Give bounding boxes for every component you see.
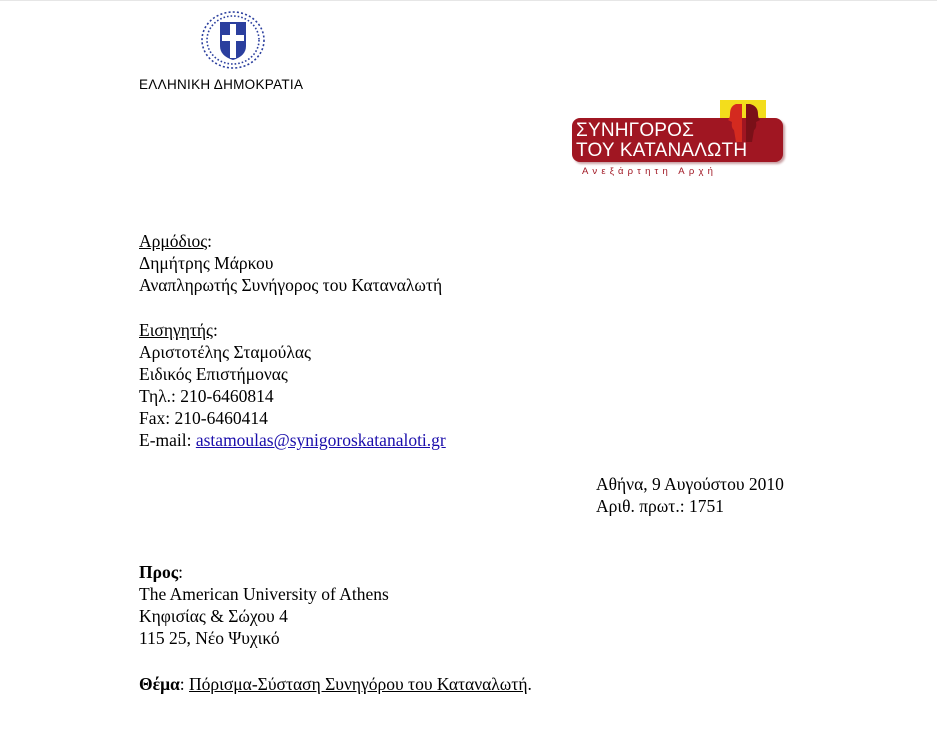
recipient-heading: Προς: xyxy=(139,562,183,582)
rapporteur-fax: Fax: 210-6460414 xyxy=(139,408,268,428)
recipient-name: The American University of Athens xyxy=(139,584,389,604)
page-top-border xyxy=(0,0,937,1)
recipient-address1: Κηφισίας & Σώχου 4 xyxy=(139,606,288,626)
document-date: Αθήνα, 9 Αυγούστου 2010 xyxy=(596,474,784,494)
recipient-label: Προς xyxy=(139,562,179,582)
rapporteur-heading: Εισηγητής: xyxy=(139,320,218,340)
recipient-address2: 115 25, Νέο Ψυχικό xyxy=(139,628,280,648)
rapporteur-phone: Τηλ.: 210-6460814 xyxy=(139,386,274,406)
logo-subtitle: Ανεξάρτητη Αρχή xyxy=(582,166,718,177)
responsible-name: Δημήτρης Μάρκου xyxy=(139,253,274,273)
rapporteur-name: Αριστοτέλης Σταμούλας xyxy=(139,342,311,362)
protocol-number: Αριθ. πρωτ.: 1751 xyxy=(596,496,724,516)
logo-text-line1: ΣΥΝΗΓΟΡΟΣ xyxy=(576,120,695,141)
logo-text-line2: ΤΟΥ ΚΑΤΑΝΑΛΩΤΗ xyxy=(576,140,748,161)
subject-line: Θέμα: Πόρισμα-Σύσταση Συνηγόρου του Καταναλωτή. xyxy=(139,674,532,694)
republic-label: ΕΛΛΗΝΙΚΗ ΔΗΜΟΚΡΑΤΙΑ xyxy=(139,77,304,92)
email-label: E-mail: xyxy=(139,430,196,450)
responsible-heading: Αρμόδιος: xyxy=(139,231,213,251)
responsible-label: Αρμόδιος xyxy=(139,231,208,251)
rapporteur-email-row xyxy=(139,430,446,450)
rapporteur-label: Εισηγητής xyxy=(139,320,213,340)
email-link[interactable]: astamoulas@synigoroskatanaloti.gr xyxy=(195,430,446,450)
subject-label: Θέμα xyxy=(139,674,180,694)
responsible-title: Αναπληρωτής Συνήγορος του Καταναλωτή xyxy=(139,275,443,295)
ombudsman-logo xyxy=(572,100,787,182)
rapporteur-role: Ειδικός Επιστήμονας xyxy=(139,364,288,384)
greek-coat-of-arms-icon xyxy=(200,10,266,70)
subject-text: Πόρισμα-Σύσταση Συνηγόρου του Καταναλωτή xyxy=(189,674,528,694)
